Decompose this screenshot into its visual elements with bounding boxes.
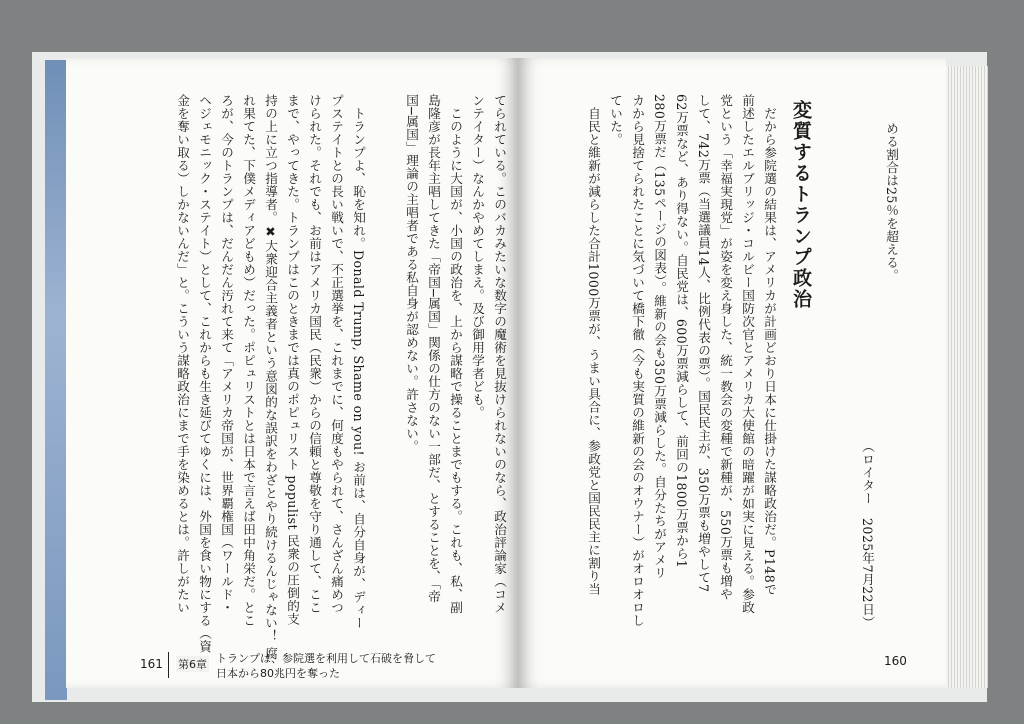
left-text-column: プステイトとの長い戦いで、不正選挙を、これまでに、何度もやられて、さんざん痛めつ <box>329 94 344 614</box>
left-text-column: 国─属国」理論の主唱者である私自身が認めない。許さない。 <box>404 94 419 453</box>
right-text-column: 前述したエルブリッジ・コルビー国防次官とアメリカ大使館の暗躍が如実に見える。参政 <box>740 94 755 614</box>
left-text-column: 島隆彦が長年主唱してきた「帝国─属国」関係の仕方のない一部だ、とすることを、「帝 <box>426 94 441 603</box>
right-text-column: ていた。 <box>608 94 623 146</box>
left-text-column: ンテイター）なんかやめてしまえ。及び御用学者ども。 <box>470 94 485 419</box>
footer-divider <box>168 652 169 678</box>
left-text-column: このように大国が、小国の政治を、上から謀略で操ることまでもする。これも、私、副 <box>448 94 463 614</box>
left-text-column: 持の上に立つ指導者。✖大衆迎合主義者という意図的な誤訳をわざとやり続けるんじゃない！ 腐 <box>263 94 278 660</box>
page-number-right: 160 <box>884 654 907 668</box>
left-text-column: れ果てた、下僕メディアどもめ）だった。ポピュリストとは日本で言えば田中角栄だ。とこ <box>241 94 256 627</box>
right-text-column: して、742万票（当選議員14人、比例代表の票）。国民民主が、350万票も増やして7 <box>696 94 711 593</box>
left-text-column: てられている。このバカみたいな数字の魔術を見抜けられないのなら、政治評論家（コメ <box>492 94 507 614</box>
right-text-column: カから見捨てられたことに気づいて橋下徹（今も実質の維新の会のオウナー）がオロオロし <box>630 94 645 627</box>
right-text-column: 党という「幸福実現党」が姿を変え身した、統一教会の変種で新種が、550万票も増や <box>718 94 733 601</box>
right-text-column: 280万票だ（135ページの図表）。維新の会も350万票減らした。自分たちがアメリ <box>652 94 667 580</box>
right-text-column: だから参院選の結果は、アメリカが計画どおり日本に仕掛けた謀略政治だ。P148で <box>762 94 777 597</box>
running-head-line-1: トランプは、参院選を利用して石破を脅して <box>216 652 436 665</box>
source-citation: （ロイター 2025年7月22日） <box>860 440 875 629</box>
right-text-column: 自民と維新が減らした合計1000万票が、うまい具合に、参政党と国民民主に割り当 <box>586 94 601 596</box>
book-cover-edge <box>45 60 67 700</box>
section-heading: 変質するトランプ政治 <box>790 100 812 310</box>
right-text-column-top: める割合は25％を超える。 <box>884 122 899 282</box>
left-text-column: トランプよ、恥を知れ。Donald Trump, Shame on you! お前は、自分自身が、ディー <box>351 94 366 630</box>
running-head-line-2: 日本から80兆円を奪った <box>216 667 340 680</box>
chapter-label: 第6章 <box>178 658 207 671</box>
right-text-column: 62万票など、あり得ない。自民党は、600万票減らして、前回の1800万票から1 <box>674 94 689 569</box>
left-text-column: まで、やってきた。トランプはこのときまでは真のポピュリスト populist 民衆の圧倒的支 <box>285 94 300 626</box>
left-text-column: 金を奪い取る）しかないんだ」と。こういう謀略政治にまで手を染めるとは。許しがたい <box>175 94 190 614</box>
page-number-left: 161 <box>140 657 163 671</box>
left-text-column: ろが、今のトランプは、だんだん汚れて来て「アメリカ帝国が、世界覇権国（ワールド・ <box>219 94 234 614</box>
left-text-column: けられた。それでも、お前はアメリカ国民（民衆）からの信頼と尊敬を守り通して、ここ <box>307 94 322 614</box>
book-page-edges <box>946 66 988 688</box>
left-text-column: ヘジェモニック・ステイト）として、これからも生き延びてゆくには、外国を食い物にする（資 <box>197 94 212 653</box>
